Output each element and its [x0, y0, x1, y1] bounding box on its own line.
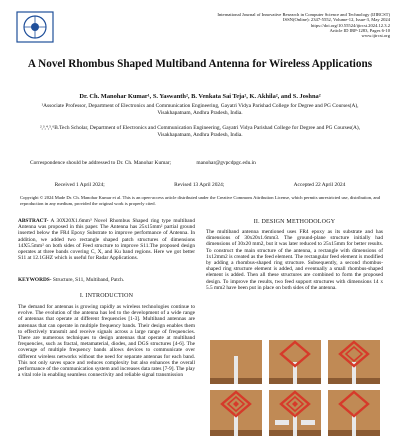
- keywords: [18, 277, 195, 283]
- article-dates: [20, 182, 380, 188]
- correspondence: [30, 160, 370, 166]
- antenna-stage-3: [328, 340, 380, 384]
- article-id: Article ID IRP-1283, Pages 6-10: [329, 27, 390, 33]
- keywords-label: KEYWORDS-: [18, 277, 52, 283]
- design-text: The multiband antenna mentioned uses FR4 epoxy as its substrate and has dimensions of 30x20x1.6mm3. The ground-plane structure initially had dimensions of 30x20 mm2, but it was later reduced to 25x15mm for better results. To construct the main structure of the antenna, a rectangle with dimensions of 1x12mm2 is created as the feed element. The rectangular feed element is modified by adding a rhombus-shaped ring structure. Subsequently, a second rhombus-shaped ring structure element is added, and eventually a small rhombus-shaped element is added. Then all these structures are combined to form the proposed design. To improve the results, two feed support structures with dimensions 14 x 5.5 mm2 have been put in place on both sides of the antenna.: [206, 229, 383, 291]
- intro-text: The demand for antennas is growing rapidly as wireless technologies continue to evolve. The evolution of the antenna has led to the development of a wide range of antennas that operate at different frequencies [1-3]. Multiband antennas are antennas that can operate in multiple frequency bands. Their design enables them to effectively transmit and receive signals across a large range of frequencies. There are numerous techniques to design antennas that operate at multiband frequencies, such as fractal, metamaterial, diodes, and DGS structures [4-6]. The coverage of multiple frequency bands allows devices to communicate over different wireless networks without the need for separate antennas for each band. This not only saves space and reduces complexity but also enhances the overall performance of the communication system and increases data rates [7-9]. The play a vital role in enabling seamless connectivity and reliable signal transmission: [18, 304, 195, 379]
- revised-date: Revised 13 April 2024;: [174, 182, 225, 188]
- keywords-text: Structure, S11, Multiband, Patch.: [52, 277, 125, 283]
- antenna-design-figure: [206, 338, 384, 438]
- abstract-text: A 30X20X1.6mm³ Novel Rhombus Shaped ring type multiband Antenna was proposed in this paper. The Antenna has 25x15mm² partial ground inserted below the FR4 Epoxy Substrate to improve performance of Antenna. In addition, we added two rectangle shaped patch structures of dimensions 14X5.5mm² on both sides of Feed structure to improve S11.The proposed design operates at three bands covering C, X, and Ku band regions. Here we got better S11 at 12.1GHZ which is useful for Radar Applications.: [18, 218, 195, 262]
- author-list: Dr. Ch. Manohar Kumar¹, S. Yaswanth², B. Venkata Sai Teja², K. Akhila², and S. Joshna²: [79, 93, 321, 100]
- antenna-stage-2: [269, 340, 321, 384]
- journal-name: International Journal of Innovative Research in Computer Science and Technology (IJIRCST): [217, 12, 390, 17]
- copyright-notice: Copyright © 2024 Made Dr. Ch. Manohar Kumar et al. This is an open-access article distributed under the Creative Commons Attribution License, which permits unrestricted use, distribution, and reproduction in any medium, provided the original work is properly cited.: [20, 195, 380, 206]
- paper-title: A Novel Rhombus Shaped Multiband Antenna for Wireless Applications: [27, 58, 373, 70]
- antenna-stage-1: [210, 340, 262, 384]
- journal-issn: ISSN(Online): 2347-5552, Volume-12, Issue-3, May 2024: [282, 17, 390, 23]
- affiliation-1: ¹Associate Professor, Department of Electronics and Communication Engineering, Gayatri Vidya Parishad College for Degree and PG Courses(A), Visakhapatnam, Andhra Pradesh, India.: [41, 103, 359, 116]
- affiliation-2: ²,³,⁴,⁵,⁶B.Tech Scholar, Department of Electronics and Communication Engineering, Gayatri Vidya Parishad College for Degree and PG Courses(A), Visakhapatnam, Andhra Pradesh, India.: [39, 125, 361, 138]
- antenna-stage-6: [328, 390, 380, 436]
- accepted-date: Accepted 22 April 2024: [293, 182, 346, 188]
- journal-header: [200, 12, 390, 38]
- intro-heading: I. INTRODUCTION: [79, 293, 134, 299]
- antenna-stage-4: [210, 390, 262, 436]
- abstract: [18, 218, 195, 261]
- journal-logo: [16, 11, 54, 43]
- received-date: Received 1 April 2024;: [54, 182, 105, 188]
- abstract-label: ABSTRACT-: [18, 218, 49, 224]
- correspondence-email[interactable]: manohar@gvpcdpgc.edu.in: [196, 160, 256, 166]
- design-heading: II. DESIGN METHODOLOGY: [253, 219, 336, 225]
- antenna-stage-5: [269, 390, 321, 436]
- journal-site[interactable]: www.ijircst.org: [361, 33, 390, 39]
- correspondence-text: Correspondence should be addressed to Dr. Ch. Manohar Kumar;: [30, 160, 172, 166]
- journal-doi[interactable]: https://doi.org/10.55524/ijircst.2024.12.3.2: [310, 22, 390, 28]
